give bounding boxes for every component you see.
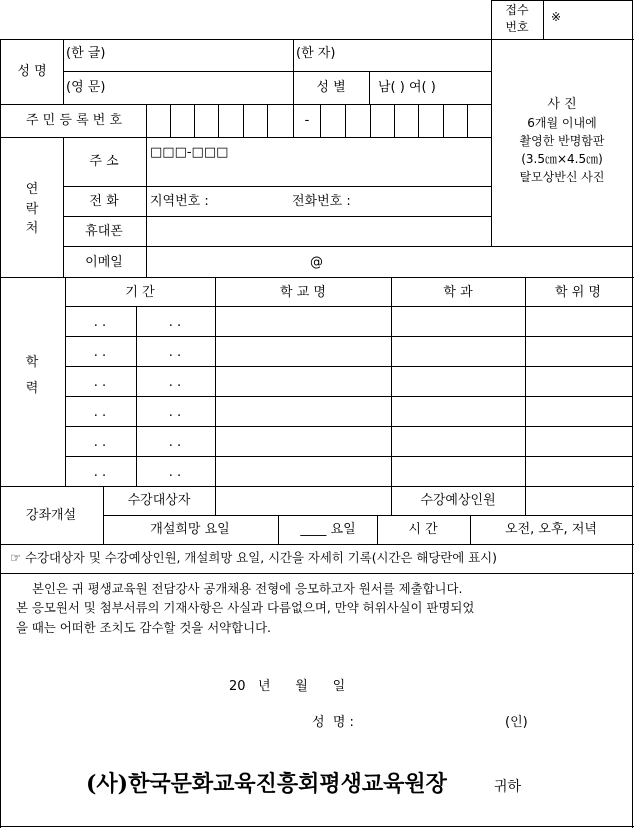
seal-mark: (인) bbox=[505, 715, 528, 730]
edu-row-2-end[interactable]: . . bbox=[168, 345, 182, 360]
email-label: 이메일 bbox=[85, 255, 123, 270]
header-school: 학 교 명 bbox=[280, 285, 326, 300]
hanja-name-label: (한 자) bbox=[296, 46, 336, 61]
recipient-suffix: 귀하 bbox=[494, 779, 522, 795]
education-section-label: 학 력 bbox=[25, 355, 39, 396]
edu-row-4-end[interactable]: . . bbox=[168, 405, 182, 420]
time-label: 시 간 bbox=[408, 522, 438, 537]
korean-name-label: (한 글) bbox=[66, 46, 106, 61]
date-line[interactable]: 20 년 월 일 bbox=[229, 679, 346, 694]
instruction-note: ☞ 수강대상자 및 수강예상인원, 개설희망 요일, 시간을 자세히 기록(시간은 해당란에 표시) bbox=[10, 550, 497, 565]
rrn-dash: - bbox=[304, 113, 310, 128]
time-options[interactable]: 오전, 오후, 저녁 bbox=[505, 522, 597, 537]
receipt-label-line2: 번호 bbox=[505, 20, 529, 34]
edu-row-4-start[interactable]: . . bbox=[93, 405, 107, 420]
receipt-mark: ※ bbox=[551, 10, 562, 24]
receipt-label-line1: 접수 bbox=[505, 3, 529, 17]
address-label: 주 소 bbox=[89, 154, 119, 169]
phone-label: 전 화 bbox=[89, 194, 119, 209]
pledge-line-2: 본 응모원서 및 첨부서류의 기재사항은 사실과 다름없으며, 만약 허위사실이 판명되었 bbox=[16, 600, 475, 615]
edu-row-1-start[interactable]: . . bbox=[93, 315, 107, 330]
area-code-label: 지역번호 : bbox=[150, 194, 209, 209]
photo-line3: 촬영한 반명함판 bbox=[519, 134, 605, 148]
edu-row-1-end[interactable]: . . bbox=[168, 315, 182, 330]
edu-row-6-start[interactable]: . . bbox=[93, 465, 107, 480]
header-major: 학 과 bbox=[443, 285, 473, 300]
photo-line2: 6개월 이내에 bbox=[527, 116, 597, 130]
target-label: 수강대상자 bbox=[127, 493, 191, 508]
contact-section-label: 연 락 처 bbox=[25, 182, 39, 236]
header-degree: 학 위 명 bbox=[555, 285, 601, 300]
photo-line5: 탈모상반신 사진 bbox=[519, 170, 605, 184]
name-label: 성 명 bbox=[17, 64, 47, 79]
email-at-sign: @ bbox=[310, 255, 323, 270]
edu-row-6-end[interactable]: . . bbox=[168, 465, 182, 480]
gender-label: 성 별 bbox=[316, 80, 346, 95]
photo-placeholder[interactable] bbox=[492, 96, 632, 186]
expected-label: 수강예상인원 bbox=[420, 493, 496, 508]
day-blank[interactable]: ____ 요일 bbox=[300, 522, 356, 537]
mobile-label: 휴대폰 bbox=[85, 224, 123, 239]
photo-title: 사 진 bbox=[547, 97, 577, 112]
edu-row-2-start[interactable]: . . bbox=[93, 345, 107, 360]
pledge-line-3: 을 때는 어떠한 조치도 감수할 것을 서약합니다. bbox=[16, 620, 271, 635]
edu-row-3-start[interactable]: . . bbox=[93, 375, 107, 390]
postal-code-field[interactable]: □□□-□□□ bbox=[150, 145, 229, 160]
edu-row-5-start[interactable]: . . bbox=[93, 435, 107, 450]
recipient-name: (사)한국문화교육진흥회평생교육원장 bbox=[86, 771, 447, 797]
rrn-label: 주 민 등 록 번 호 bbox=[25, 113, 123, 128]
course-section-label: 강좌개설 bbox=[25, 508, 77, 523]
edu-row-5-end[interactable]: . . bbox=[168, 435, 182, 450]
english-name-label: (영 문) bbox=[66, 80, 106, 95]
gender-options[interactable]: 남( ) 여( ) bbox=[378, 80, 436, 95]
signature-label: 성 명 : bbox=[312, 715, 354, 730]
phone-number-label: 전화번호 : bbox=[292, 194, 351, 209]
pledge-line-1: 본인은 귀 평생교육원 전담강사 공개채용 전형에 응모하고자 원서를 제출합니다. bbox=[32, 581, 463, 596]
header-period: 기 간 bbox=[125, 285, 155, 300]
day-label: 개설희망 요일 bbox=[150, 522, 230, 537]
edu-row-3-end[interactable]: . . bbox=[168, 375, 182, 390]
photo-line4: (3.5㎝×4.5㎝) bbox=[521, 152, 603, 166]
